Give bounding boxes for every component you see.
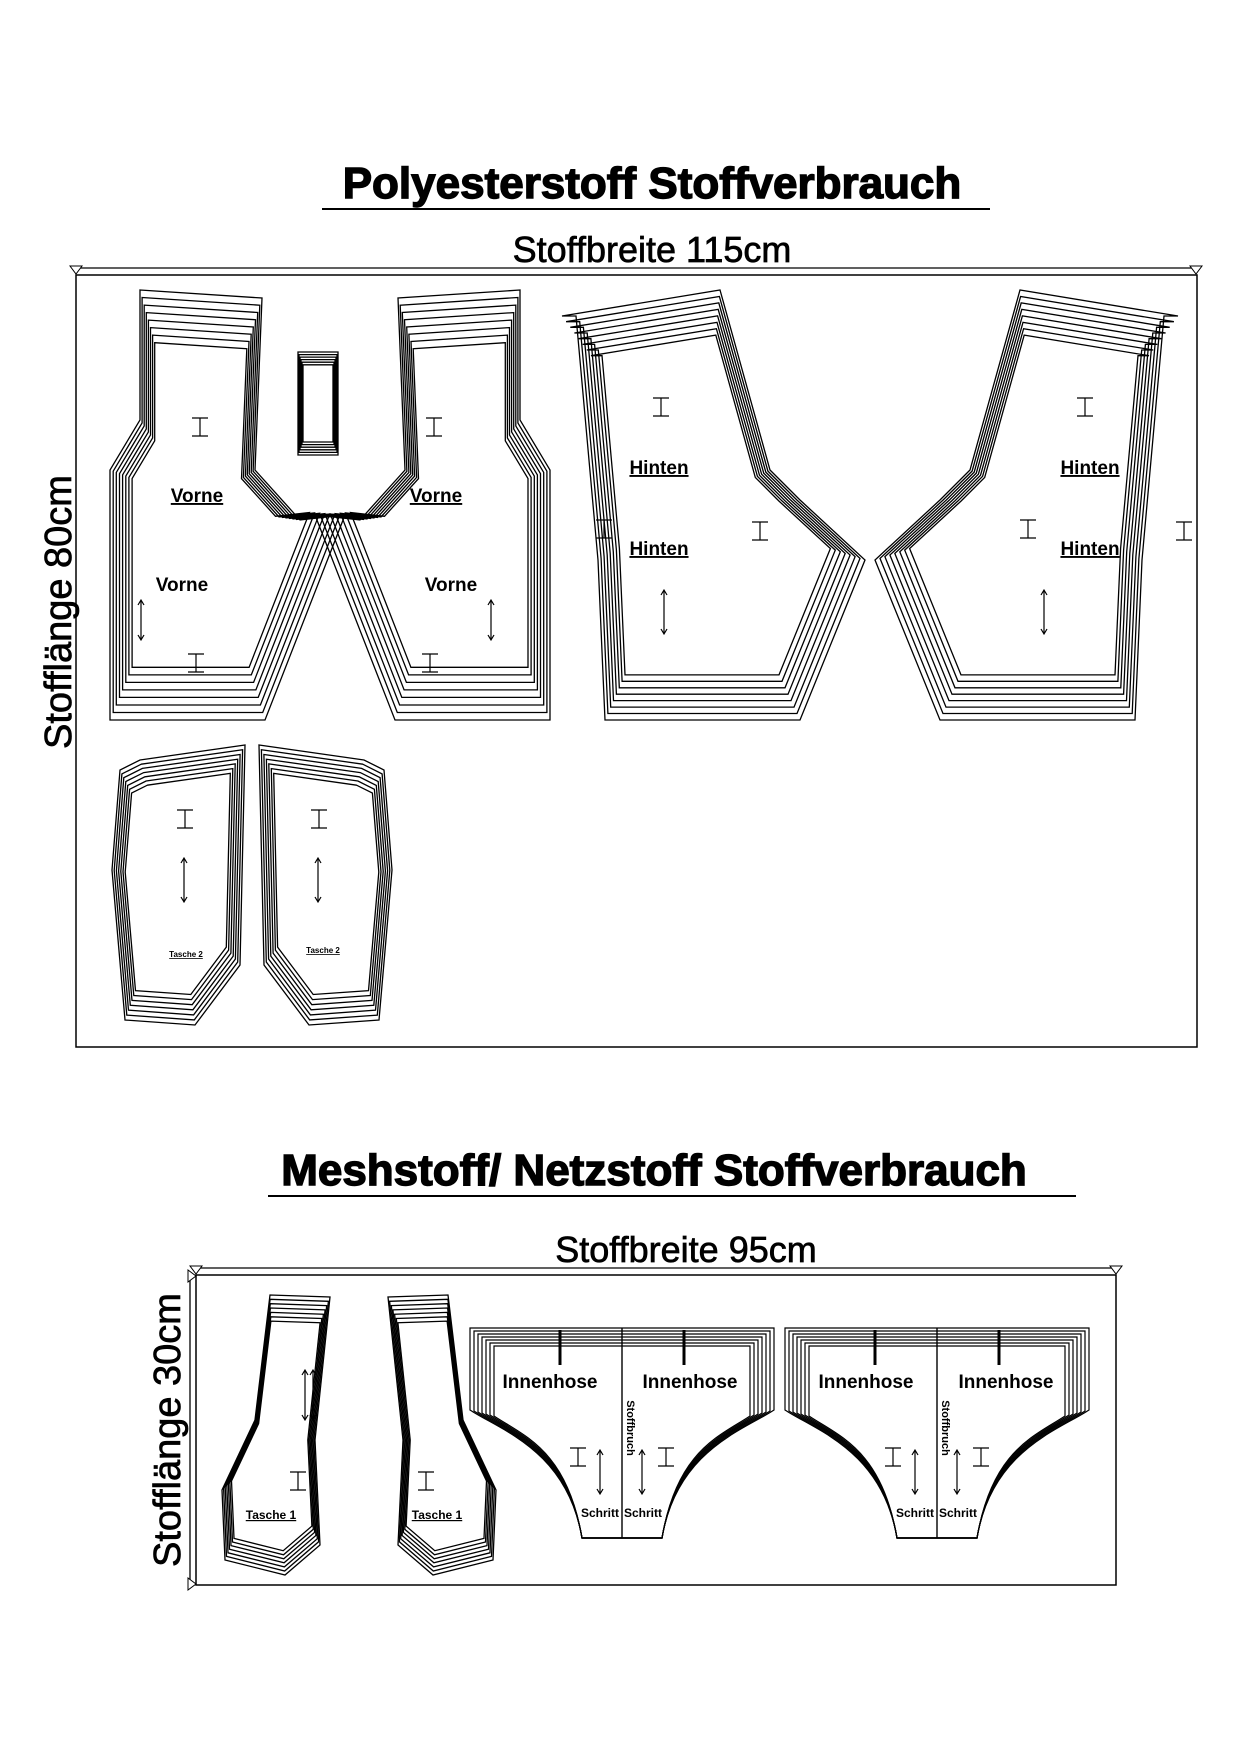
tab-piece-outline <box>299 355 337 453</box>
grainline-marker <box>138 600 144 640</box>
front-label-3: Vorne <box>409 486 463 507</box>
placement-marker <box>570 1448 586 1466</box>
tab-piece-outline <box>302 362 334 444</box>
placement-marker <box>290 1472 306 1490</box>
tab-piece-outline <box>303 365 333 442</box>
back-piece-outline <box>910 335 1149 675</box>
pocket-2-piece-outline <box>269 764 383 1005</box>
crotch-label-1: Schritt <box>580 1506 620 1520</box>
placement-marker <box>177 810 193 828</box>
fold-label-1: Stoffbruch <box>624 1400 636 1456</box>
inner-brief-label-4: Innenhose <box>958 1372 1054 1393</box>
polyester-fabric-outline <box>76 275 1197 1047</box>
placement-marker <box>426 418 442 436</box>
grainline-marker <box>597 1450 603 1494</box>
back-piece-outline <box>562 290 865 720</box>
mesh-title: Meshstoff/ Netzstoff Stoffverbrauch <box>281 1146 1027 1195</box>
inner-brief-label-1: Innenhose <box>502 1372 598 1393</box>
placement-marker <box>752 522 768 540</box>
pocket-2-piece-outline <box>112 745 245 1025</box>
grainline-marker <box>954 1450 960 1494</box>
tab-piece-outline <box>301 360 335 448</box>
back-pattern-piece-left <box>562 290 865 720</box>
grainline-marker <box>488 600 494 640</box>
pocket-2-piece-outline <box>119 759 238 1010</box>
front-label-4: Vorne <box>424 575 478 596</box>
placement-marker <box>418 1472 434 1490</box>
pocket-1-pattern-piece-right <box>310 1295 496 1575</box>
crotch-label-4: Schritt <box>938 1506 978 1520</box>
placement-marker <box>973 1448 989 1466</box>
mesh-width-label: Stoffbreite 95cm <box>555 1229 817 1270</box>
pocket-1-pattern-piece-left <box>222 1295 330 1575</box>
crotch-label-3: Schritt <box>895 1506 935 1520</box>
back-piece-outline <box>880 297 1174 714</box>
polyester-title: Polyesterstoff Stoffverbrauch <box>342 159 962 208</box>
front-label-2: Vorne <box>155 575 209 596</box>
inner-brief-pattern-piece-2 <box>785 1328 1089 1538</box>
placement-marker <box>885 1448 901 1466</box>
fold-label-2: Stoffbruch <box>939 1400 951 1456</box>
placement-marker <box>311 810 327 828</box>
inner-brief-pattern-piece-1 <box>470 1328 774 1538</box>
grainline-marker <box>302 1370 308 1420</box>
placement-marker <box>422 654 438 672</box>
grainline-marker <box>315 858 321 902</box>
pocket-2-piece-outline <box>121 764 235 1005</box>
crotch-label-2: Schritt <box>623 1506 663 1520</box>
back-label-3: Hinten <box>1060 458 1120 479</box>
pocket-2-piece-outline <box>264 755 388 1015</box>
tab-piece-outline <box>300 357 336 450</box>
pocket-2-label-right: Tasche 2 <box>306 946 340 955</box>
polyester-section <box>38 159 1202 1047</box>
pocket-2-label-left: Tasche 2 <box>169 950 203 959</box>
pocket-2-piece-outline <box>261 750 389 1020</box>
placement-marker <box>1077 398 1093 416</box>
pocket-2-piece-outline <box>266 759 385 1010</box>
polyester-width-label: Stoffbreite 115cm <box>512 229 792 270</box>
mesh-width-arrow-right-icon <box>1110 1266 1122 1274</box>
pocket-2-piece-outline <box>259 745 392 1025</box>
pocket-2-piece-outline <box>271 769 381 1000</box>
back-label-1: Hinten <box>629 458 689 479</box>
width-arrow-left-icon <box>70 266 82 274</box>
grainline-marker <box>912 1450 918 1494</box>
placement-marker <box>658 1448 674 1466</box>
width-arrow-right-icon <box>1190 266 1202 274</box>
back-piece-outline <box>875 290 1178 720</box>
tab-piece-outline <box>298 352 338 455</box>
pocket-2-piece-outline <box>116 755 240 1015</box>
placement-marker <box>653 398 669 416</box>
polyester-length-label: Stofflänge 80cm <box>38 475 80 749</box>
back-label-2: Hinten <box>629 539 689 560</box>
placement-marker <box>1176 522 1192 540</box>
pocket-2-piece-outline <box>123 769 233 1000</box>
back-piece-outline <box>566 297 860 714</box>
mesh-section <box>147 1146 1122 1590</box>
pocket-2-piece-outline <box>274 773 379 994</box>
inner-brief-label-2: Innenhose <box>642 1372 738 1393</box>
pocket-2-pattern-piece-left <box>112 745 245 1025</box>
placement-marker <box>192 418 208 436</box>
front-label-1: Vorne <box>170 486 224 507</box>
placement-marker <box>188 654 204 672</box>
back-label-4: Hinten <box>1060 539 1120 560</box>
pocket-1-label-right: Tasche 1 <box>411 1508 463 1522</box>
pocket-2-piece-outline <box>125 773 230 994</box>
pocket-2-piece-outline <box>114 750 242 1020</box>
small-tab-pattern-piece <box>298 352 338 455</box>
grainline-marker <box>661 590 667 634</box>
grainline-marker <box>1041 590 1047 634</box>
pocket-2-pattern-piece-right <box>259 745 392 1025</box>
back-pattern-piece-right <box>875 290 1192 720</box>
length-arrow-bottom-icon <box>188 1578 196 1590</box>
placement-marker <box>1020 520 1036 538</box>
grainline-marker <box>181 858 187 902</box>
pocket-1-label-left: Tasche 1 <box>245 1508 297 1522</box>
mesh-length-label: Stofflänge 30cm <box>147 1293 189 1567</box>
back-piece-outline <box>591 335 830 675</box>
inner-brief-label-3: Innenhose <box>818 1372 914 1393</box>
grainline-marker <box>639 1450 645 1494</box>
